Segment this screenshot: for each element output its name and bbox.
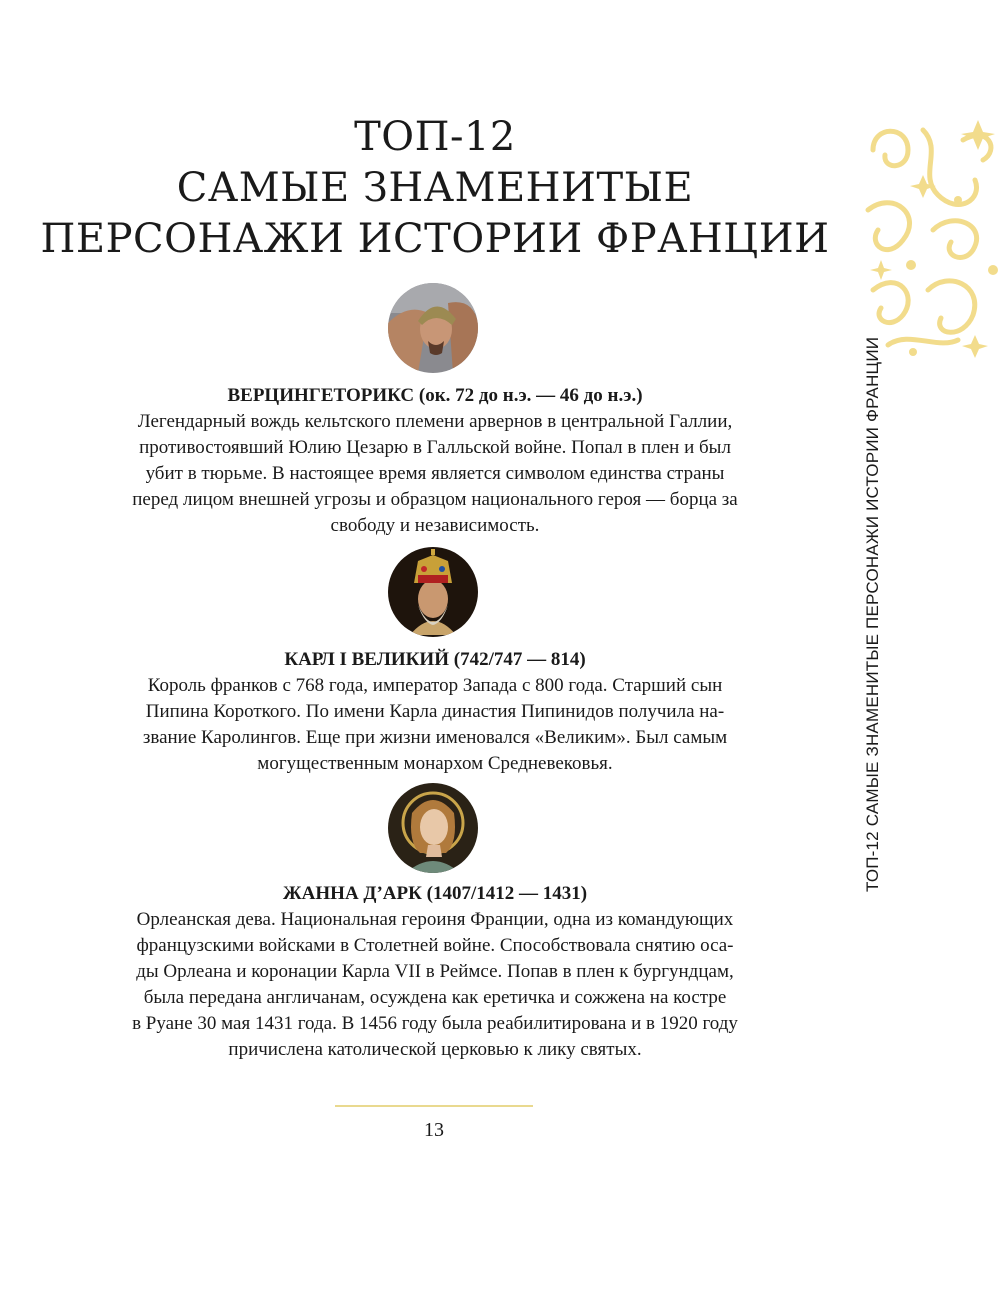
page-number: 13 (424, 1119, 444, 1141)
entry-line: ды Орлеана и коронации Карла VII в Реймсе. Попав в плен к бургундцам, (136, 961, 734, 982)
entry-line: французскими войсками в Столетней войне. Способствовала снятию оса- (136, 935, 734, 956)
entry-line: была передана англичанам, осуждена как еретичка и сожжена на костре (143, 987, 727, 1008)
entry-line: могущественным монархом Средневековья. (257, 753, 613, 774)
entry-line: свободу и независимость. (330, 515, 540, 536)
entry-heading-vercingetorix: ВЕРЦИНГЕТОРИКС (ок. 72 до н.э. — 46 до н.э.) (227, 385, 643, 406)
entry-line: противостоявший Юлию Цезарю в Галльской войне. Попал в плен и был (139, 437, 731, 458)
entry-line: Легендарный вождь кельтского племени арвернов в центральной Галлии, (137, 411, 733, 432)
entry-text-vercingetorix (60, 409, 810, 539)
title-line-3: ПЕРСОНАЖИ ИСТОРИИ ФРАНЦИИ (40, 216, 830, 262)
ornament-swirl-icon (863, 120, 1000, 358)
entry-text-charlemagne (60, 673, 810, 777)
entry-text-joan-of-arc (60, 907, 810, 1063)
entry-line: Король франков с 768 года, император Запада с 800 года. Старший сын (147, 675, 723, 696)
entry-line: причислена католической церковью к лику святых. (228, 1039, 642, 1060)
portrait-vercingetorix (388, 283, 478, 373)
entry-heading-joan-of-arc: ЖАННА Д’АРК (1407/1412 — 1431) (282, 883, 588, 904)
running-head: ТОП-12 САМЫЕ ЗНАМЕНИТЫЕ ПЕРСОНАЖИ ИСТОРИИ ФРАНЦИИ (863, 336, 882, 892)
gold-ornament (863, 120, 1000, 358)
entry-line: в Руане 30 мая 1431 года. В 1456 году была реабилитирована и в 1920 году (132, 1013, 738, 1034)
entry-line: убит в тюрьме. В настоящее время является символом единства страны (145, 463, 725, 484)
entry-line: Пипина Короткого. По имени Карла династия Пипинидов получила на- (145, 701, 725, 722)
portrait-charlemagne (388, 547, 478, 637)
entry-heading-charlemagne: КАРЛ I ВЕЛИКИЙ (742/747 — 814) (284, 649, 586, 670)
entry-line: перед лицом внешней угрозы и образцом национального героя — борца за (132, 489, 738, 510)
title-line-2: САМЫЕ ЗНАМЕНИТЫЕ (176, 165, 694, 211)
title-line-1: ТОП-12 (354, 114, 516, 160)
portrait-joan-of-arc (388, 783, 478, 873)
entry-line: Орлеанская дева. Национальная героиня Франции, одна из командующих (136, 909, 734, 930)
footer-divider (335, 1105, 533, 1107)
page-title (40, 112, 830, 265)
entry-line: звание Каролингов. Еще при жизни именовался «Великим». Был самым (142, 727, 728, 748)
